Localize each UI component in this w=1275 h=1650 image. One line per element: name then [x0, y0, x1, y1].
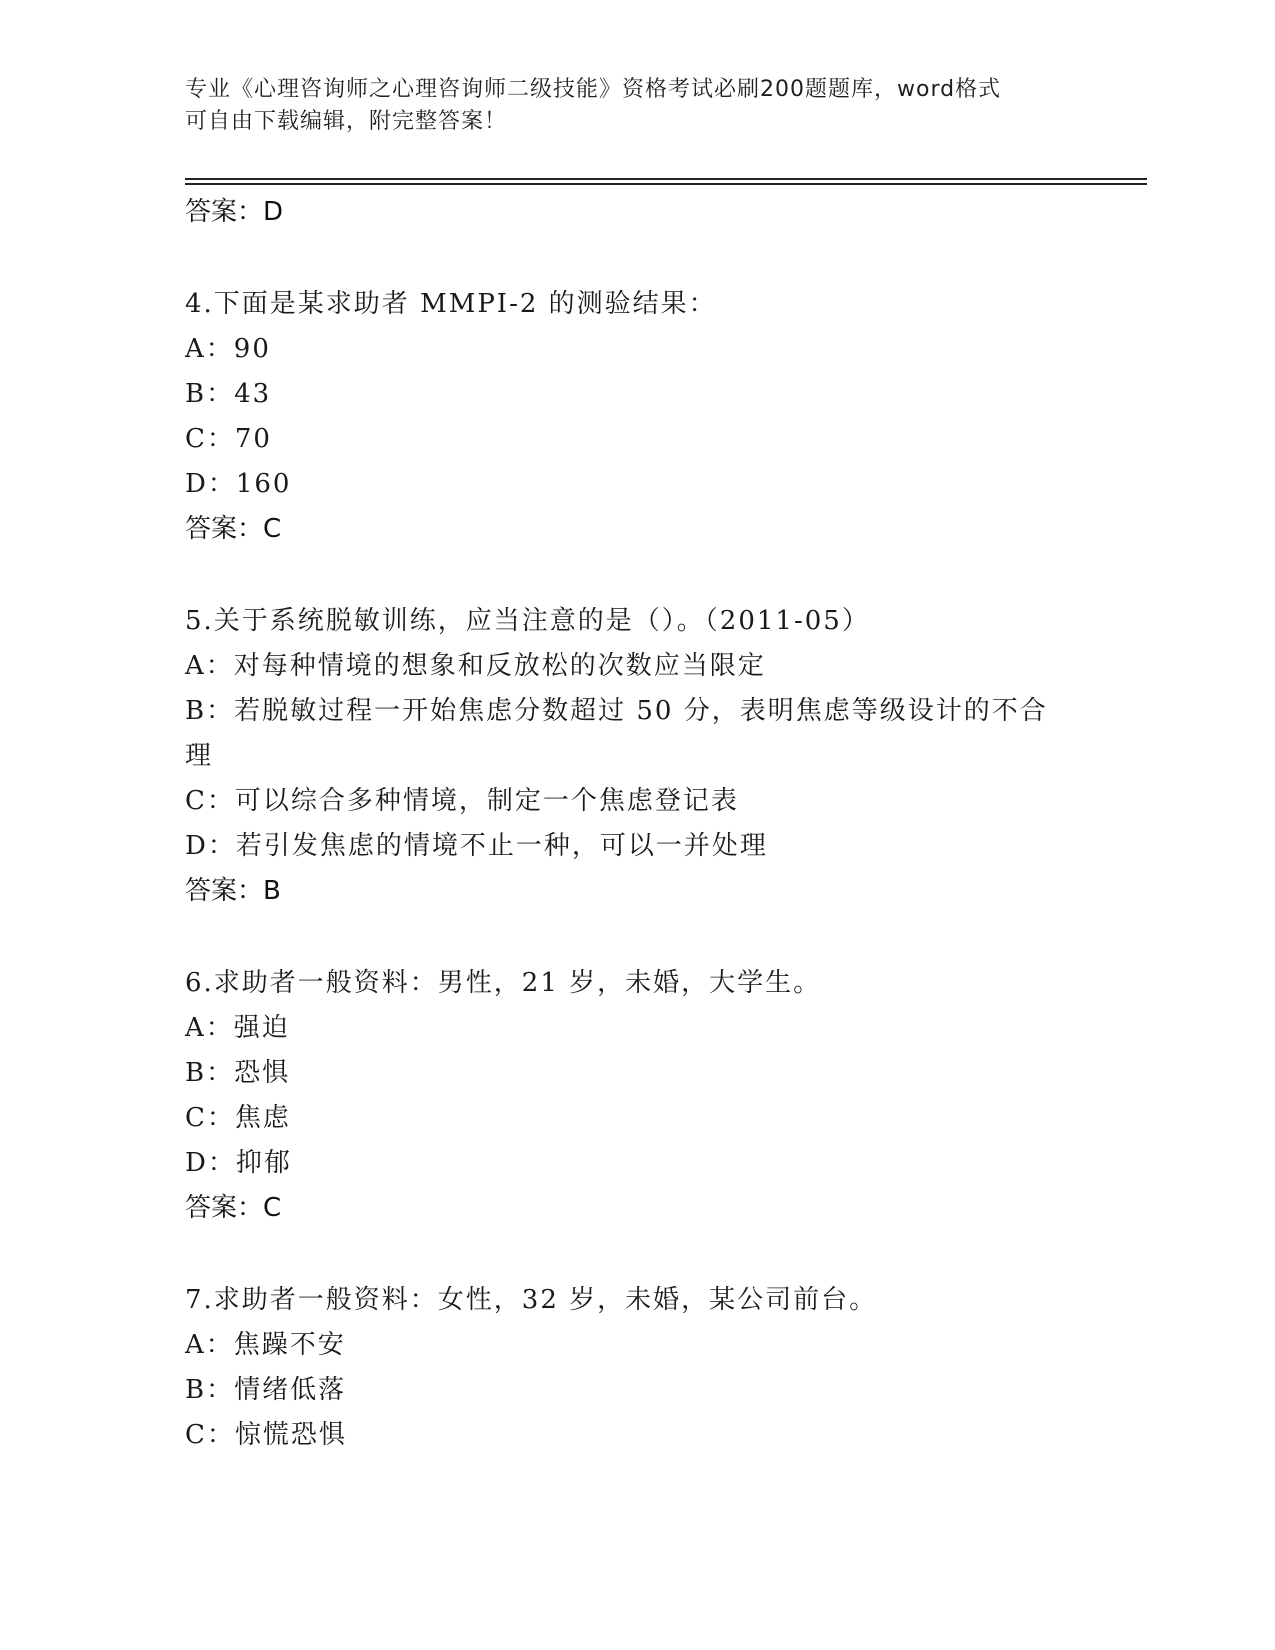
question-stem: 5.关于系统脱敏训练，应当注意的是（）。（2011-05） [185, 606, 870, 636]
question-spacer [185, 914, 1085, 961]
option-d: D：160 [185, 469, 292, 499]
option-c: C：惊慌恐惧 [185, 1420, 347, 1450]
option-d: D：若引发焦虑的情境不止一种，可以一并处理 [185, 831, 768, 861]
option-b: B：43 [185, 379, 272, 409]
question-spacer [185, 235, 1085, 282]
question-stem: 4.下面是某求助者 MMPI-2 的测验结果： [185, 289, 717, 319]
option-a: A：焦躁不安 [185, 1330, 346, 1360]
answer-line: 答案：C [185, 1193, 282, 1223]
question-block [185, 282, 1085, 552]
option-c: C：可以综合多种情境，制定一个焦虑登记表 [185, 786, 739, 816]
question-block [185, 961, 1085, 1231]
answer-line: 答案：D [185, 197, 284, 227]
option-d: D：抑郁 [185, 1148, 292, 1178]
question-stem: 7.求助者一般资料：女性，32 岁，未婚，某公司前台。 [185, 1285, 878, 1315]
header-divider-top [185, 178, 1147, 180]
answer-line: 答案：B [185, 876, 281, 906]
header-title-line-2: 可自由下载编辑，附完整答案！ [185, 109, 508, 134]
question-list [185, 190, 1085, 1458]
question-stem: 6.求助者一般资料：男性，21 岁，未婚，大学生。 [185, 968, 822, 998]
option-b: B：情绪低落 [185, 1375, 347, 1405]
header-divider-bottom [185, 183, 1147, 185]
question-block [185, 599, 1085, 914]
question-spacer [185, 552, 1085, 599]
option-c: C：焦虑 [185, 1103, 291, 1133]
option-c: C：70 [185, 424, 272, 454]
answer-line: 答案：C [185, 514, 282, 544]
option-b: B：若脱敏过程一开始焦虑分数超过 50 分，表明焦虑等级设计的不合理 [185, 696, 1048, 771]
option-a: A：90 [185, 334, 271, 364]
option-a: A：强迫 [185, 1013, 290, 1043]
option-a: A：对每种情境的想象和反放松的次数应当限定 [185, 651, 766, 681]
question-spacer [185, 1231, 1085, 1278]
question-block [185, 1278, 1085, 1458]
document-header [185, 74, 1065, 138]
option-b: B：恐惧 [185, 1058, 291, 1088]
header-title-line-1: 专业《心理咨询师之心理咨询师二级技能》资格考试必刷200题题库，word格式 [185, 77, 1002, 102]
